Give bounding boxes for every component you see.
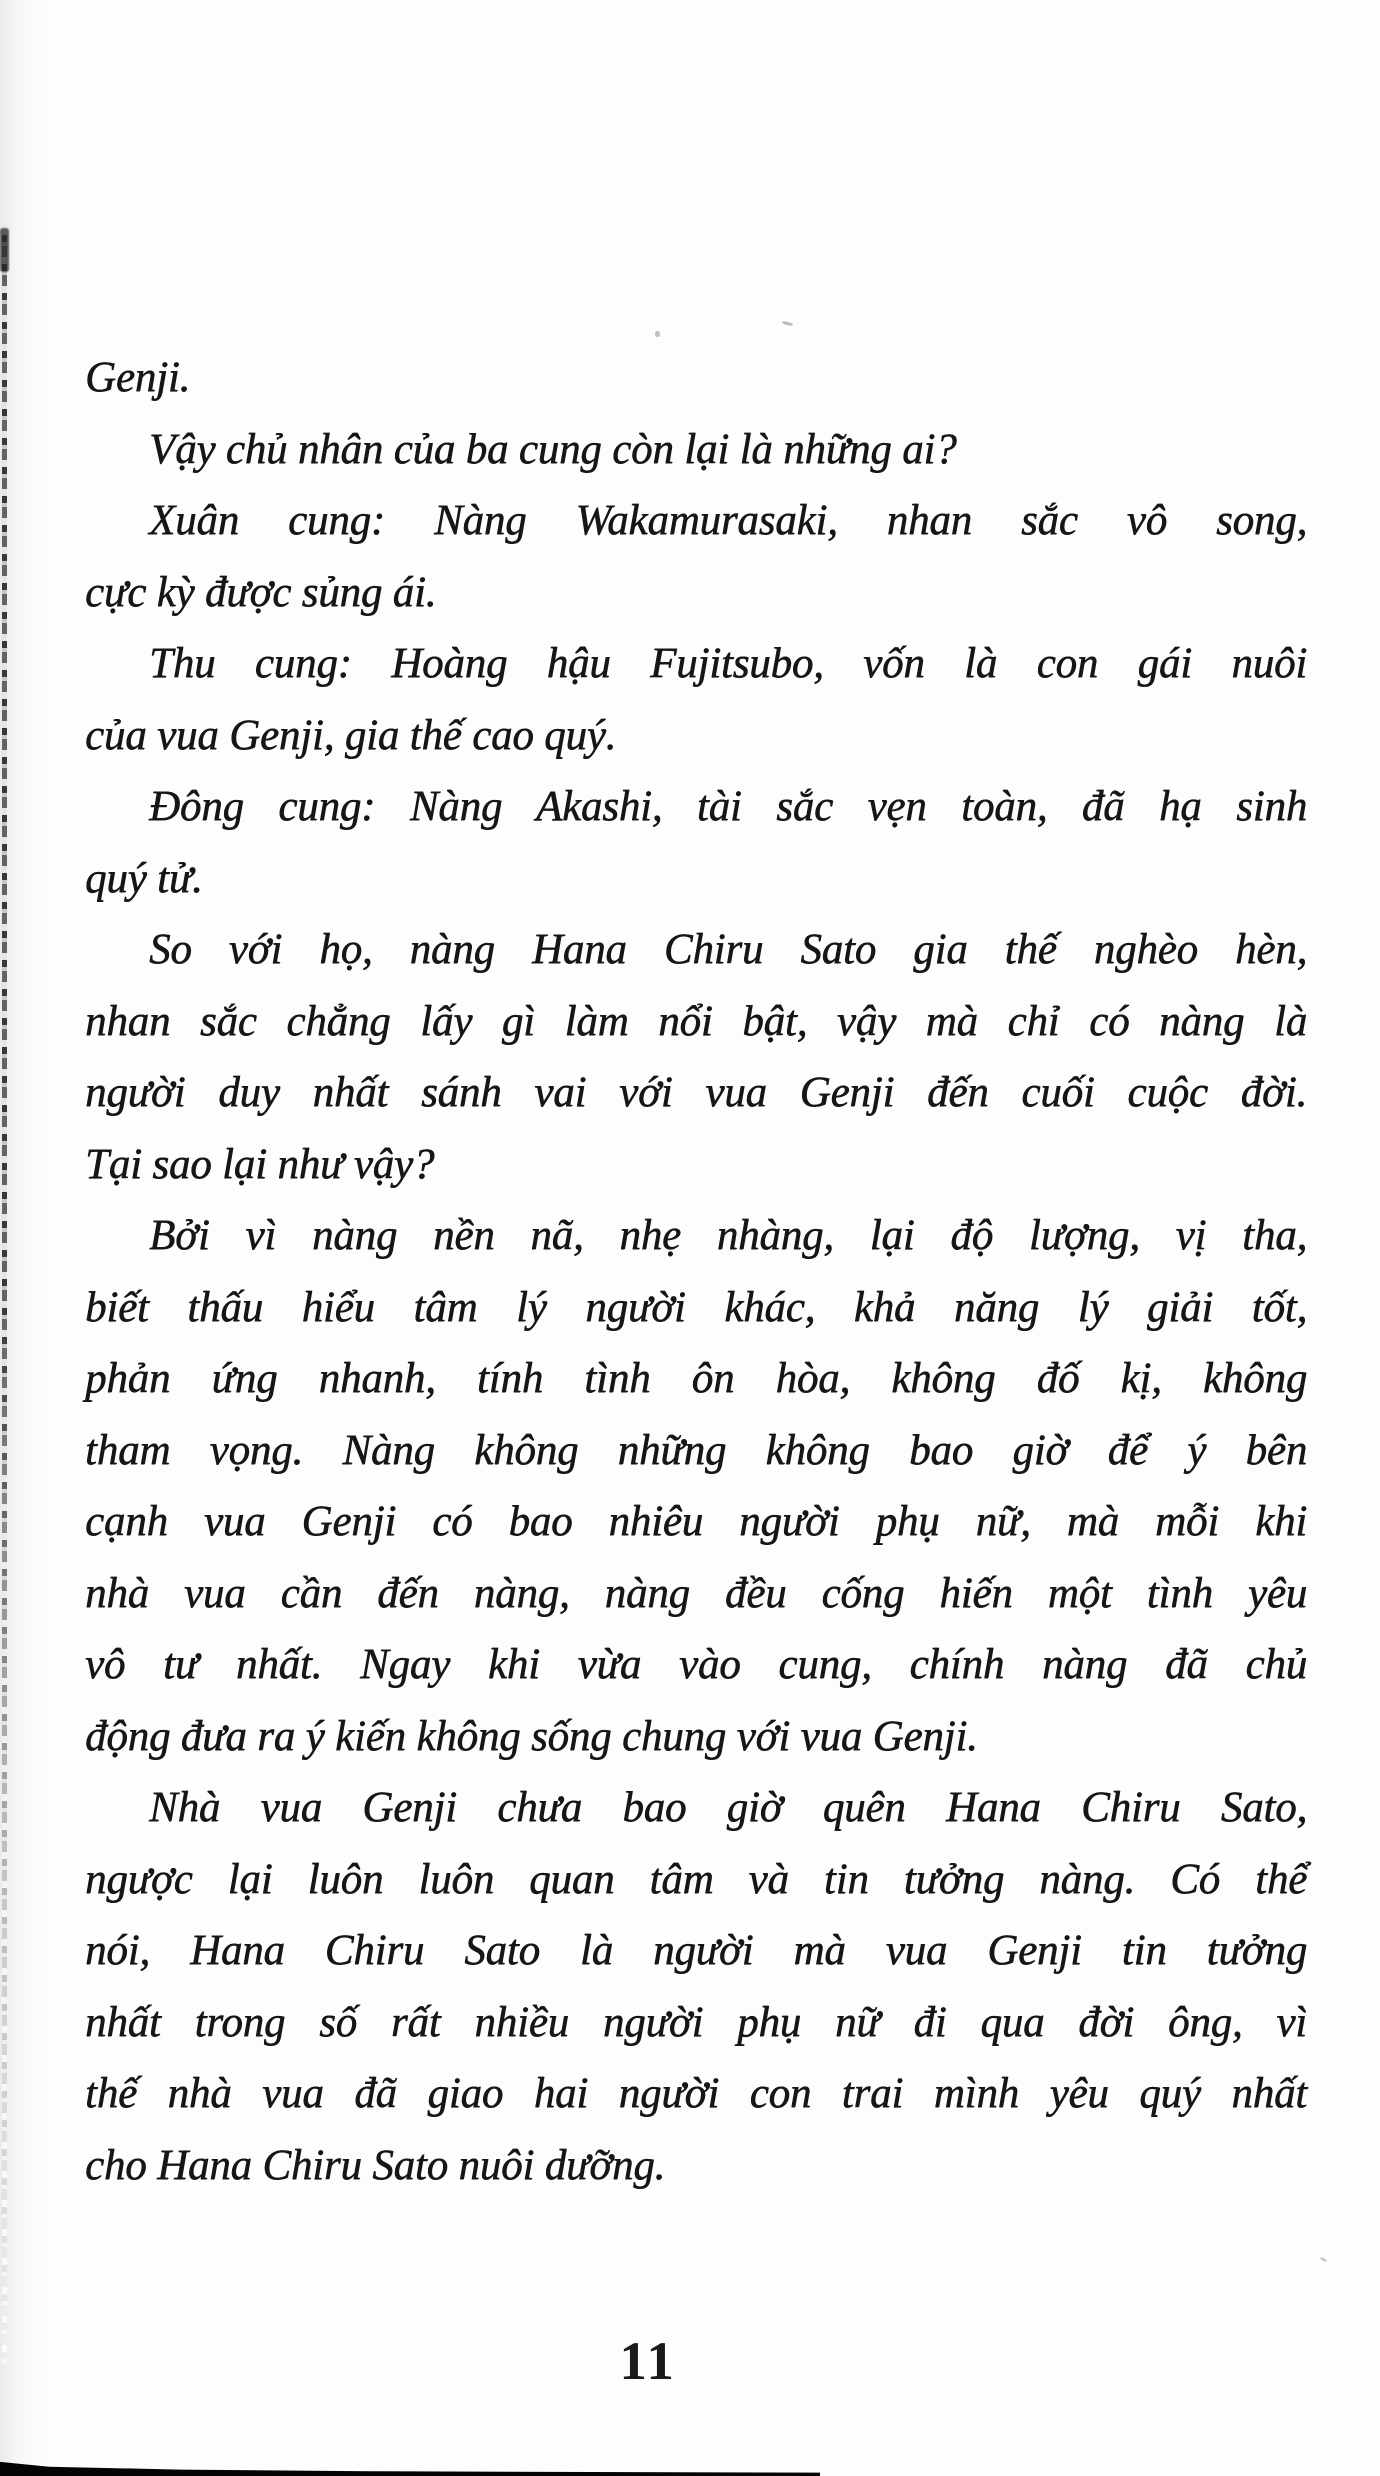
text-line: Bởi vì nàng nền nã, nhẹ nhàng, lại độ lượng, vị tha, xyxy=(149,1212,1307,1259)
text-line: So với họ, nàng Hana Chiru Sato gia thế nghèo hèn, xyxy=(149,926,1307,973)
text-line: Genji. xyxy=(85,354,191,401)
scan-edge-artifact xyxy=(0,2460,820,2476)
text-line: cạnh vua Genji có bao nhiêu người phụ nữ, mà mỗi khi xyxy=(85,1498,1307,1545)
text-block xyxy=(85,342,1307,2201)
text-line: cho Hana Chiru Sato nuôi dưỡng. xyxy=(85,2141,666,2189)
text-line: ngược lại luôn luôn quan tâm và tin tưởng nàng. Có thể xyxy=(85,1855,1307,1903)
text-line: động đưa ra ý kiến không sống chung với vua Genji. xyxy=(85,1712,978,1760)
text-line: nhất trong số rất nhiều người phụ nữ đi qua đời ông, vì xyxy=(85,1998,1307,2046)
page-number: 11 xyxy=(619,2331,677,2391)
text-line: quý tử. xyxy=(85,854,203,902)
scan-binding-streak xyxy=(2,235,7,2365)
text-line: nhan sắc chẳng lấy gì làm nổi bật, vậy mà chỉ có nàng là xyxy=(85,997,1307,1045)
text-line: biết thấu hiểu tâm lý người khác, khả năng lý giải tốt, xyxy=(85,1283,1307,1331)
text-line: Xuân cung: Nàng Wakamurasaki, nhan sắc vô song, xyxy=(149,497,1307,544)
text-line: của vua Genji, gia thế cao quý. xyxy=(85,711,617,759)
text-line: nói, Hana Chiru Sato là người mà vua Genji tin tưởng xyxy=(85,1927,1307,1974)
text-line: vô tư nhất. Ngay khi vừa vào cung, chính nàng đã chủ xyxy=(85,1641,1307,1688)
scan-speck xyxy=(1320,2257,1328,2263)
text-line: Đông cung: Nàng Akashi, tài sắc vẹn toàn, đã hạ sinh xyxy=(149,783,1307,830)
text-line: Thu cung: Hoàng hậu Fujitsubo, vốn là con gái nuôi xyxy=(149,640,1307,687)
scan-speck xyxy=(655,331,660,337)
text-line: nhà vua cần đến nàng, nàng đều cống hiến một tình yêu xyxy=(85,1569,1307,1617)
text-line: Nhà vua Genji chưa bao giờ quên Hana Chiru Sato, xyxy=(149,1784,1307,1831)
text-line: thế nhà vua đã giao hai người con trai mình yêu quý nhất xyxy=(85,2070,1307,2117)
scan-speck xyxy=(782,321,793,327)
text-line: người duy nhất sánh vai với vua Genji đến cuối cuộc đời. xyxy=(85,1069,1307,1116)
text-line: cực kỳ được sủng ái. xyxy=(85,568,437,616)
scan-smudge xyxy=(0,228,9,272)
text-line: Vậy chủ nhân của ba cung còn lại là những ai? xyxy=(149,425,957,473)
text-line: tham vọng. Nàng không những không bao giờ để ý bên xyxy=(85,1426,1307,1474)
text-line: Tại sao lại như vậy? xyxy=(85,1140,435,1188)
text-line: phản ứng nhanh, tính tình ôn hòa, không đố kị, không xyxy=(85,1355,1307,1402)
